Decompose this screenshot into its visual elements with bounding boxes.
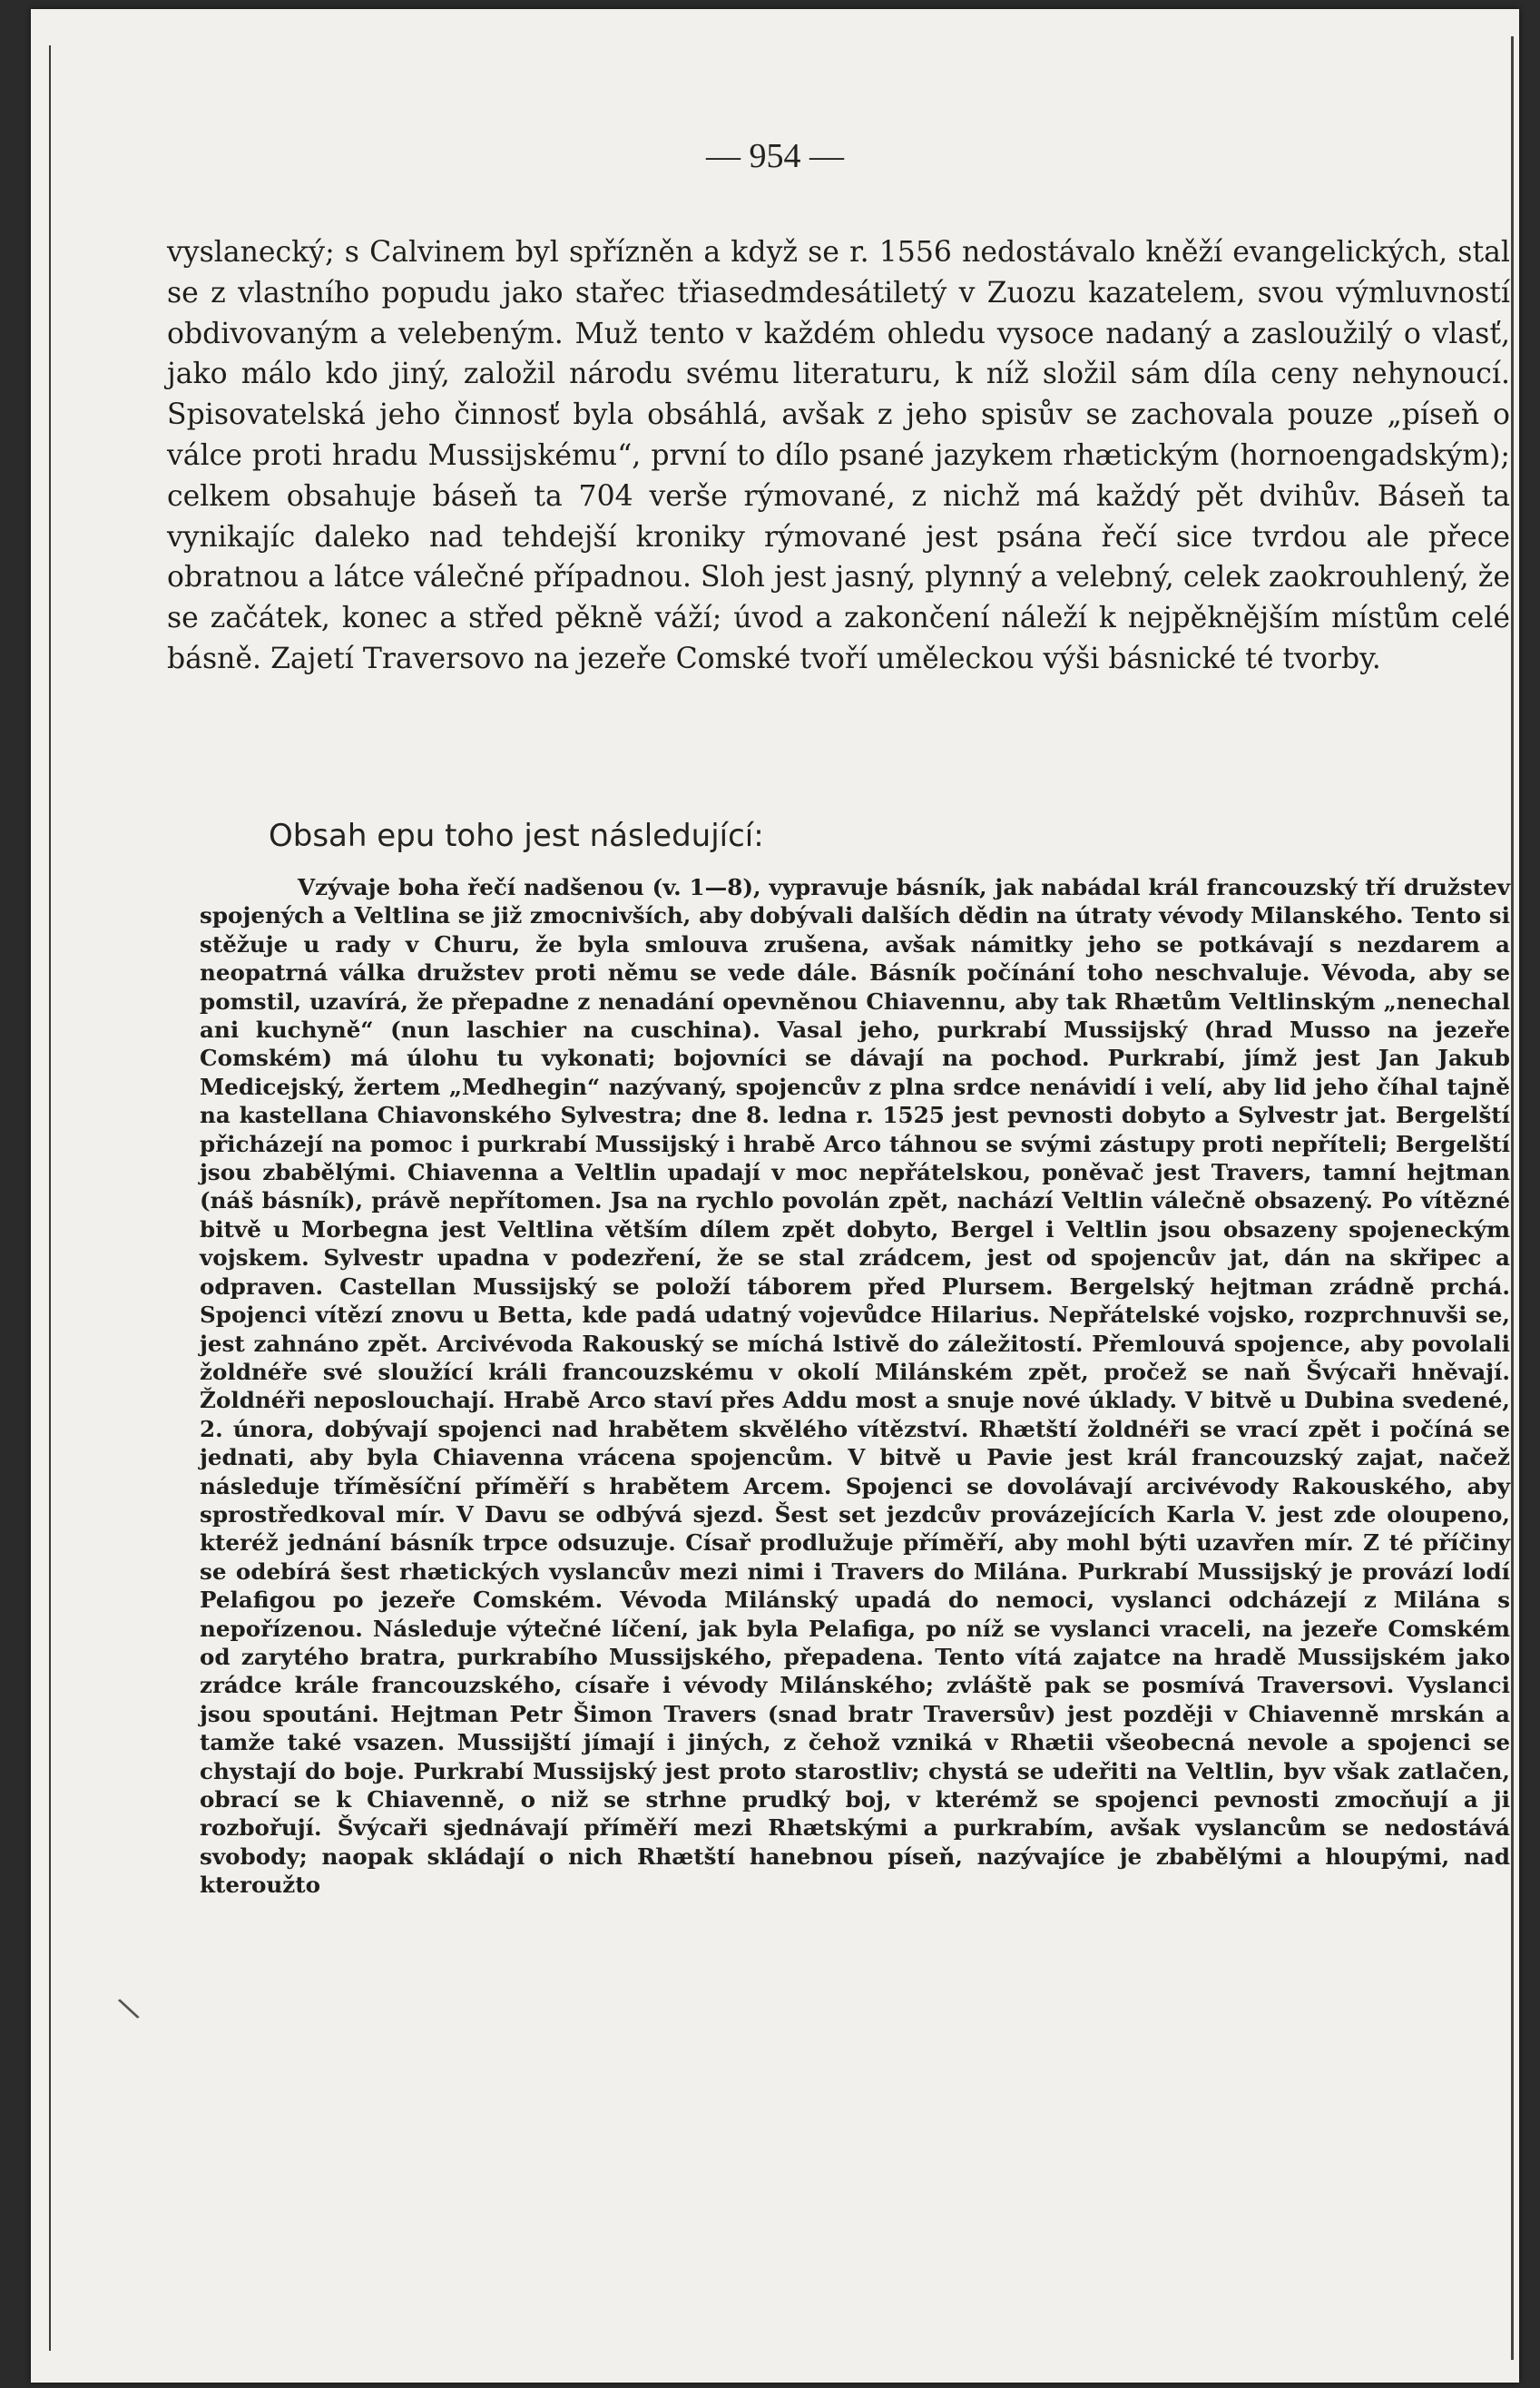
- book-page: [31, 9, 1519, 2383]
- page-edge-shadow: [49, 45, 51, 2351]
- summary-text-block: [200, 873, 1510, 1900]
- margin-pencil-mark-icon: \: [114, 1990, 142, 2028]
- section-subheading: Obsah epu toho jest následující:: [269, 818, 764, 854]
- page-number: — 954 —: [706, 137, 844, 175]
- summary-paragraph: Vzývaje boha řečí nadšenou (v. 1—8), vypravuje básník, jak nabádal král francouzský tří družstev spojených a Veltlina se již zmocnivších, aby dobývali dalších dědin na útraty vévody Milanského. Tento si stěžuje u rady v Churu, že byla smlouva zrušena, avšak námitky jeho se potkávají s nezdarem a neopatrná válka družstev proti němu se vede dále. Básník počínání toho neschvaluje. Vévoda, aby se pomstil, uzavírá, že přepadne z nenadání opevněnou Chiavennu, aby tak Rhætům Veltlinským „nenechal ani kuchyně“ (nun laschier na cuschina). Vasal jeho, purkrabí Mussijský (hrad Musso na jezeře Comském) má úlohu tu vykonati; bojovníci se dávají na pochod. Purkrabí, jímž jest Jan Jakub Medicejský, žertem „Medhegin“ nazývaný, spojencův z plna srdce nenávidí i velí, aby lid jeho číhal tajně na kastellana Chiavonského Sylvestra; dne 8. ledna r. 1525 jest pevnosti dobyto a Sylvestr jat. Bergelští přicházejí na pomoc i purkrabí Mussijský i hrabě Arco táhnou se svými zástupy proti nepříteli; Bergelští jsou zbabělými. Chiavenna a Veltlin upadají v moc nepřátelskou, poněvač jest Travers, tamní hejtman (náš básník), právě nepřítomen. Jsa na rychlo povolán zpět, nachází Veltlin válečně obsazený. Po vítězné bitvě u Morbegna jest Veltlina větším dílem zpět dobyto, Bergel i Veltlin jsou obsazeny spojeneckým vojskem. Sylvestr upadna v podezření, že se stal zrádcem, jest od spojencův jat, dán na skřipec a odpraven. Castellan Mussijský se položí táborem před Plursem. Bergelský hejtman zrádně prchá. Spojenci vítězí znovu u Betta, kde padá udatný vojevůdce Hilarius. Nepřátelské vojsko, rozprchnuvši se, jest zahnáno zpět. Arcivévoda Rakouský se míchá lstivě do záležitostí. Přemlouvá spojence, aby povolali žoldnéře své sloužící králi francouzskému v okolí Milánském zpět, pročež se naň Švýcaři hněvají. Žoldnéři neposlouchají. Hrabě Arco staví přes Addu most a snuje nové úklady. V bitvě u Dubina svedené, 2. února, dobývají spojenci nad hrabětem skvělého vítězství. Rhætští žoldnéři se vrací zpět i počíná se jednati, aby byla Chiavenna vrácena spojencům. V bitvě u Pavie jest král francouzský zajat, načež následuje tříměsíční příměří s hrabětem Arcem. Spojenci se dovolávají arcivévody Rakouského, aby sprostředkoval mír. V Davu se odbývá sjezd. Šest set jezdcův provázejících Karla V. jest zde oloupeno, kteréž jednání básník trpce odsuzuje. Císař prodlužuje příměří, aby mohl býti uzavřen mír. Z té příčiny se odebírá šest rhætických vyslancův mezi nimi i Travers do Milána. Purkrabí Mussijský je provází lodí Pelafigou po jezeře Comském. Vévoda Milánský upadá do nemoci, vyslanci odcházejí z Milána s nepořízenou. Následuje výtečné líčení, jak byla Pelafiga, po níž se vyslanci vraceli, na jezeře Comském od zarytého bratra, purkrabího Mussijského, přepadena. Tento vítá zajatce na hradě Mussijském jako zrádce krále francouzského, císaře i vévody Milánského; zvláště pak se posmívá Traversovi. Vyslanci jsou spoutáni. Hejtman Petr Šimon Travers (snad bratr Traversův) jest později v Chiavenně mrskán a tamže také vsazen. Mussijští jímají i jiných, z čehož vzniká v Rhætii všeobecná nevole a spojenci se chystají do boje. Purkrabí Mussijský jest proto starostliv; chystá se udeřiti na Veltlin, byv však zatlačen, obrací se k Chiavenně, o niž se strhne prudký boj, v kterémž se spojenci pevnosti zmocňují a ji rozbořují. Švýcaři sjednávají příměří mezi Rhætskými a purkrabím, avšak vyslancům se nedostává svobody; naopak skládají o nich Rhætští hanebnou píseň, nazývajíce je zbabělými a hloupými, nad kteroužto: [200, 874, 1510, 1899]
- main-text-block: [167, 232, 1510, 680]
- body-paragraph: vyslanecký; s Calvinem byl spřízněn a když se r. 1556 nedostávalo kněží evangelických, stal se z vlastního popudu jako stařec třiasedmdesátiletý v Zuozu kazatelem, svou výmluvností obdivovaným a velebeným. Muž tento v každém ohledu vysoce nadaný a zasloužilý o vlasť, jako málo kdo jiný, založil národu svému literaturu, k níž složil sám díla ceny nehynoucí. Spisovatelská jeho činnosť byla obsáhlá, avšak z jeho spisův se zachovala pouze „píseň o válce proti hradu Mussijskému“, první to dílo psané jazykem rhætickým (hornoengadským); celkem obsahuje báseň ta 704 verše rýmované, z nichž má každý pět dvihův. Báseň ta vynikajíc daleko nad tehdejší kroniky rýmované jest psána řečí sice tvrdou ale přece obratnou a látce válečné případnou. Sloh jest jasný, plynný a velebný, celek zaokrouhlený, že se začátek, konec a střed pěkně váží; úvod a zakončení náleží k nejpěknějším místům celé básně. Zajetí Traversovo na jezeře Comské tvoří uměleckou výši básnické té tvorby.: [167, 236, 1510, 675]
- page-edge-line: [1511, 36, 1514, 2360]
